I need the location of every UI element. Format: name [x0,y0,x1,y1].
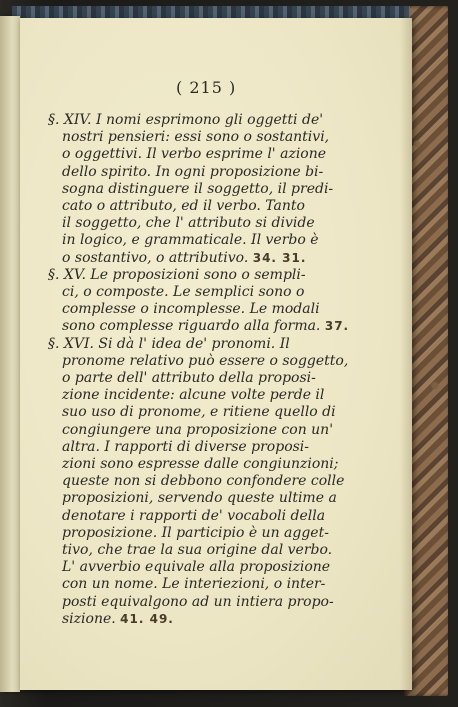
page-number: ( 215 ) [176,78,237,97]
section-xiv-text: §. XIV. I nomi esprimono gli oggetti de' nostri pensieri: essi sono o sostantivi, o oggettivi. Il verbo esprime l' azione dello spirito. In ogni proposizione bi- sogna distinguere il soggetto, il predi- cato o attributo, ed il verbo. Tanto il soggetto, che l' attributo si divide in logico, e grammaticale. Il verbo è o sostantivo, o attributivo. [48,112,334,266]
section-xiv [48,112,374,267]
book-spine-edge [0,16,20,692]
section-xv-text: §. XV. Le proposizioni sono o sempli- ci, o composte. Le semplici sono o complesse o incomplesse. Le modali sono complesse riguardo alla forma. [48,266,321,335]
section-xvi-text: §. XVI. Si dà l' idea de' pronomi. Il pronome relativo può essere o soggetto, o parte dell' attributo della proposi- zione incidente: alcune volte perde il suo uso di pronome, e ritiene quello di congiungere una proposizione con un' altra. I rapporti di diverse proposi- zioni sono espresse dalle congiunzioni; queste non si debbono confondere colle proposizioni, servendo queste ultime a denotare i rapporti de' vocaboli della proposizione. Il participio è un agget- tivo, che trae la sua origine dal verbo. L' avverbio equivale alla proposizione con un nome. Le interiezioni, o inter- posti equivalgono ad un intiera propo- sizione. [48,335,349,627]
book-page [20,18,412,690]
section-xv [48,267,374,336]
page-text [48,112,374,628]
handwritten-annotation-xiv: 34. 31. [252,250,307,265]
section-xvi [48,336,374,628]
handwritten-annotation-xvi: 41. 49. [120,611,174,626]
handwritten-annotation-xv: 37. [324,319,350,334]
